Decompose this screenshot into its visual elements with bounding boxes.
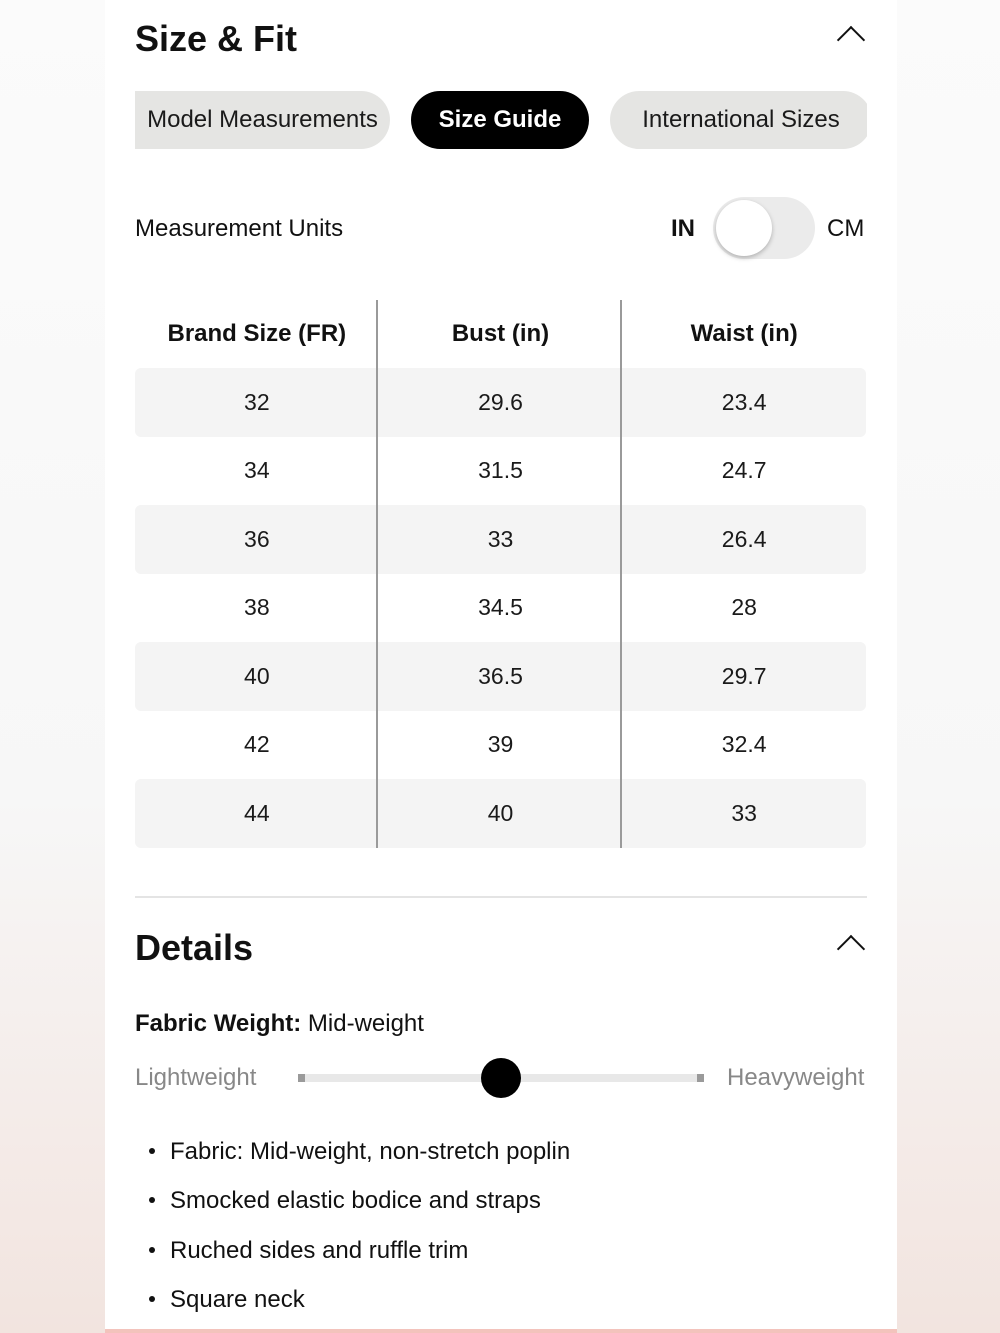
- cell-brand-size: 44: [244, 799, 270, 826]
- table-row: [135, 779, 866, 848]
- list-item-text: Square neck: [170, 1285, 305, 1313]
- chevron-up-icon[interactable]: [837, 26, 865, 54]
- cell-waist: 28: [731, 594, 757, 621]
- bullet-icon: [149, 1197, 155, 1203]
- cell-brand-size: 38: [244, 594, 270, 621]
- list-item-text: Smocked elastic bodice and straps: [170, 1187, 541, 1215]
- cell-bust: 39: [487, 731, 514, 758]
- column-divider: [620, 300, 622, 848]
- cell-bust: 34.5: [478, 594, 523, 621]
- units-toggle[interactable]: [713, 197, 815, 259]
- cell-brand-size: 40: [244, 662, 270, 689]
- cell-waist: 24.7: [721, 457, 767, 484]
- bottom-accent-strip: [105, 1329, 897, 1333]
- size-fit-title: Size & Fit: [135, 18, 298, 59]
- cell-brand-size: 32: [244, 388, 270, 415]
- bullet-icon: [149, 1148, 155, 1154]
- header-waist: Waist (in): [690, 320, 798, 347]
- cell-brand-size: 42: [244, 731, 270, 758]
- details-title: Details: [135, 927, 254, 968]
- size-guide-table: [135, 300, 866, 848]
- table-row: [135, 437, 866, 506]
- list-item: [135, 1130, 570, 1179]
- unit-cm-label: CM: [827, 215, 865, 242]
- table-row: [135, 574, 866, 643]
- cell-waist: 26.4: [721, 525, 767, 552]
- cell-bust: 33: [487, 525, 514, 552]
- cell-brand-size: 36: [244, 525, 270, 552]
- cell-bust: 29.6: [478, 388, 523, 415]
- list-item: [135, 1179, 570, 1228]
- table-header: [135, 300, 866, 368]
- details-list: [135, 1130, 570, 1327]
- cell-waist: 32.4: [721, 731, 767, 758]
- track-end-marker: [697, 1074, 704, 1082]
- fabric-weight-label: Fabric Weight:: [135, 1010, 302, 1037]
- column-divider: [376, 300, 378, 848]
- bullet-icon: [149, 1296, 155, 1302]
- toggle-knob[interactable]: [716, 200, 772, 256]
- background-right: [895, 0, 1000, 1333]
- header-bust: Bust (in): [451, 320, 550, 347]
- list-item: [135, 1278, 570, 1327]
- tab-model-measurements[interactable]: Model Measurements: [135, 91, 390, 149]
- slider-max-label: Heavyweight: [727, 1064, 865, 1091]
- tab-international-sizes[interactable]: International Sizes: [610, 91, 867, 149]
- measurement-units-label: Measurement Units: [135, 215, 344, 242]
- cell-bust: 36.5: [478, 662, 523, 689]
- fabric-weight-value: Mid-weight: [307, 1010, 424, 1037]
- cell-waist: 23.4: [721, 388, 767, 415]
- cell-waist: 33: [731, 799, 757, 826]
- cell-brand-size: 34: [244, 457, 270, 484]
- fabric-weight-line: [135, 1010, 424, 1038]
- header-brand-size: Brand Size (FR): [167, 320, 347, 347]
- unit-in-label: IN: [671, 215, 695, 242]
- table-row: [135, 368, 866, 437]
- list-item-text: Fabric: Mid-weight, non-stretch poplin: [170, 1138, 571, 1165]
- chevron-up-icon[interactable]: [837, 935, 865, 963]
- cell-bust: 40: [487, 799, 514, 826]
- background-left: [0, 0, 105, 1333]
- tab-size-guide[interactable]: Size Guide: [411, 91, 589, 149]
- table-row: [135, 711, 866, 780]
- cell-bust: 31.5: [478, 457, 523, 484]
- track-start-marker: [298, 1074, 305, 1082]
- list-item: [135, 1229, 570, 1278]
- section-divider: [135, 896, 867, 898]
- bullet-icon: [149, 1247, 155, 1253]
- fabric-weight-thumb: [481, 1058, 521, 1098]
- list-item-text: Ruched sides and ruffle trim: [170, 1236, 469, 1264]
- table-row: [135, 642, 866, 711]
- slider-min-label: Lightweight: [135, 1064, 257, 1091]
- product-info-panel: [105, 0, 897, 1329]
- size-fit-tabs: [135, 91, 867, 149]
- cell-waist: 29.7: [721, 662, 767, 689]
- table-row: [135, 505, 866, 574]
